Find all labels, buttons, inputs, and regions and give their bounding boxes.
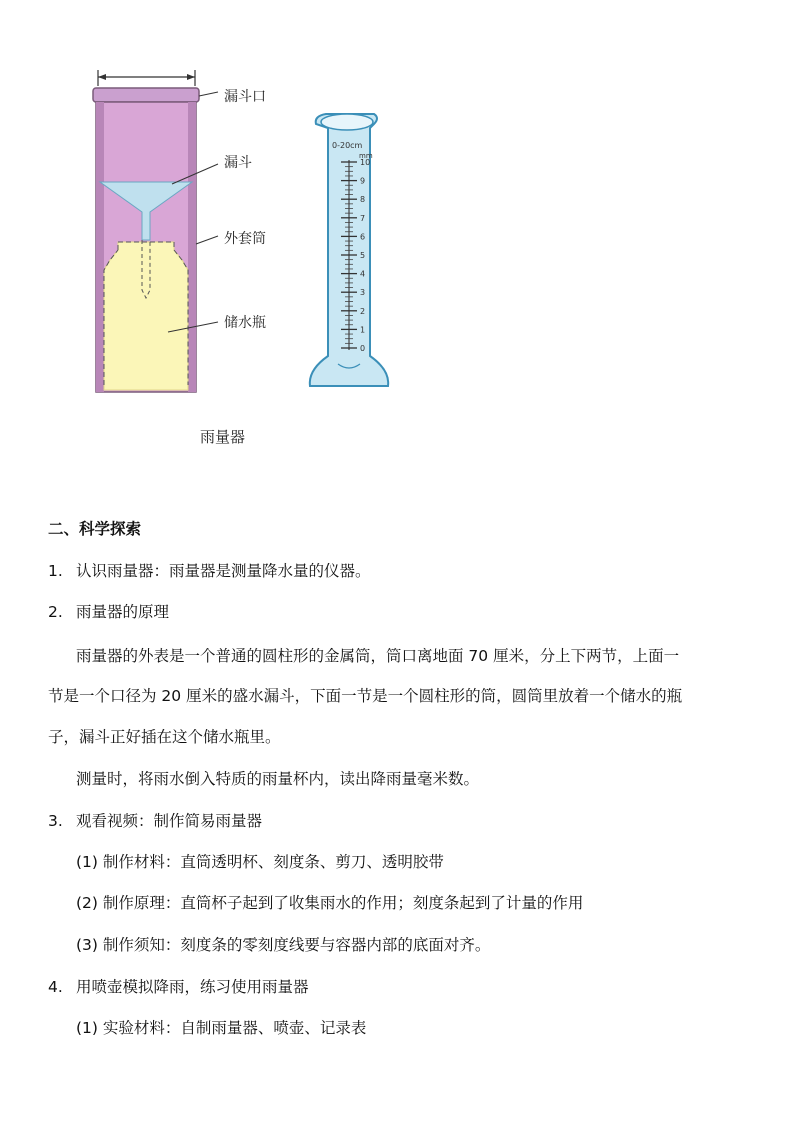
cylinder-tick-label: 6 (360, 232, 366, 242)
paragraph-line-3: 子，漏斗正好插在这个储水瓶里。 (48, 728, 281, 746)
cylinder-tick-label: 1 (360, 325, 366, 335)
rain-gauge-figure (60, 60, 520, 460)
section-heading: 二、科学探索 (48, 520, 142, 538)
cylinder-tick-label: 0 (360, 344, 366, 353)
item-4 (48, 976, 794, 998)
cylinder-tick-label: 9 (360, 176, 366, 186)
cylinder-tick-label: 4 (360, 269, 366, 279)
cylinder-unit-label: mm (359, 152, 373, 160)
item-2-text: 雨量器的原理 (76, 603, 170, 621)
item-1-text: 认识雨量器：雨量器是测量降水量的仪器。 (76, 562, 371, 580)
paragraph-line-1: 雨量器的外表是一个普通的圆柱形的金属筒，筒口离地面 70 厘米，分上下两节，上面一 (76, 647, 680, 665)
item-3-sub-2: (2) 制作原理：直筒杯子起到了收集雨水的作用；刻度条起到了计量的作用 (76, 894, 584, 912)
cylinder-tick-label: 5 (360, 251, 366, 260)
label-storage-bottle: 储水瓶 (224, 315, 266, 331)
item-3-text: 观看视频：制作简易雨量器 (76, 812, 263, 830)
item-3-number: 3. (48, 812, 63, 830)
label-funnel: 漏斗 (224, 155, 252, 171)
cylinder-tick-label: 3 (360, 288, 366, 298)
paragraph-line-2: 节是一个口径为 20 厘米的盛水漏斗，下面一节是一个圆柱形的筒，圆筒里放着一个储水的瓶 (48, 687, 683, 705)
item-1 (48, 560, 794, 582)
cylinder-tick-label: 7 (360, 213, 366, 223)
diameter-arrow (98, 70, 195, 86)
item-4-sub-1: (1) 实验材料：自制雨量器、喷壶、记录表 (76, 1019, 367, 1037)
item-1-number: 1. (48, 562, 63, 580)
cylinder-range-label: 0-20cm (332, 141, 363, 150)
rain-gauge-illustration (60, 60, 520, 460)
item-2 (48, 601, 794, 623)
label-funnel-mouth: 漏斗口 (224, 89, 266, 105)
cylinder-tick-label: 8 (360, 195, 366, 205)
cylinder-tick-label: 10 (360, 158, 371, 167)
item-3 (48, 810, 794, 832)
figure-caption: 雨量器 (200, 428, 246, 446)
item-3-sub-1: (1) 制作材料：直筒透明杯、刻度条、剪刀、透明胶带 (76, 853, 444, 871)
funnel-rim (93, 88, 199, 102)
item-4-number: 4. (48, 978, 63, 996)
label-outer-tube: 外套筒 (224, 231, 266, 247)
item-2-number: 2. (48, 603, 63, 621)
storage-bottle (104, 242, 188, 390)
cylinder-tick-label: 2 (360, 306, 366, 316)
measuring-cylinder (310, 114, 388, 386)
item-4-text: 用喷壶模拟降雨，练习使用雨量器 (76, 978, 309, 996)
item-3-sub-3: (3) 制作须知：刻度条的零刻度线要与容器内部的底面对齐。 (76, 936, 491, 954)
paragraph-line-4: 测量时，将雨水倒入特质的雨量杯内，读出降雨量毫米数。 (76, 770, 480, 788)
